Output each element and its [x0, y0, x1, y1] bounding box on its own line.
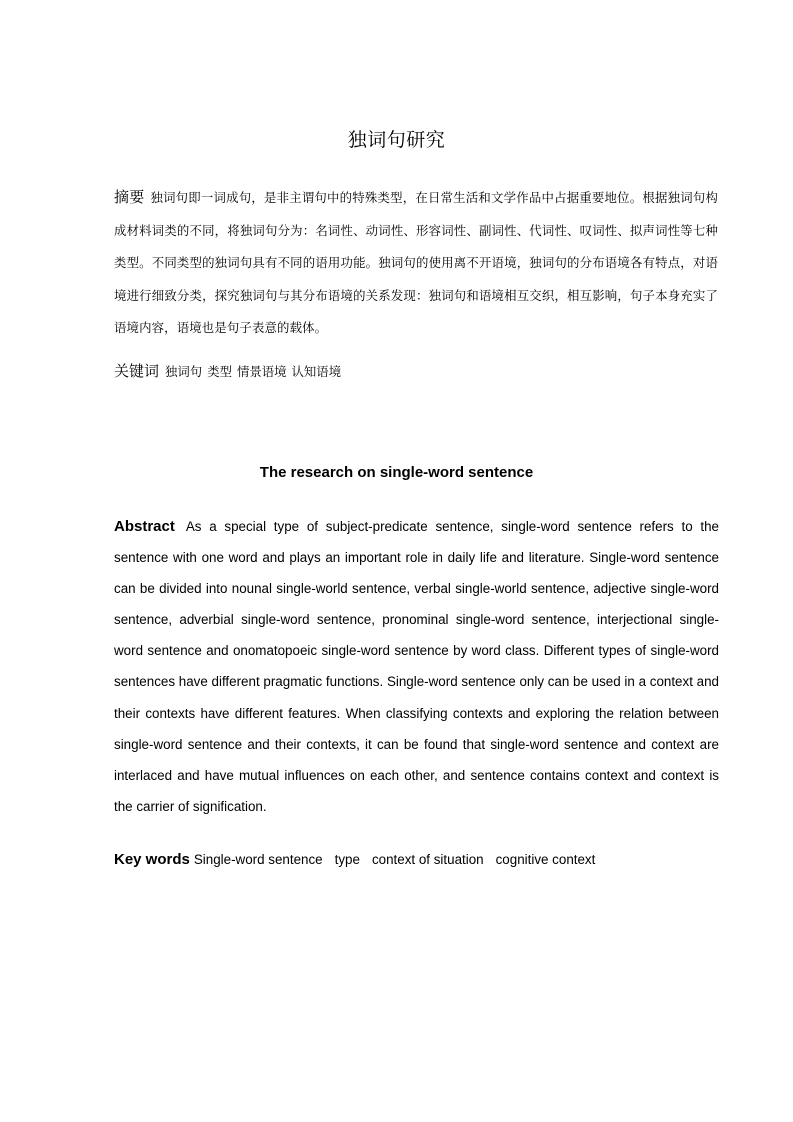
chinese-abstract-text: 独词句即一词成句，是非主谓句中的特殊类型，在日常生活和文学作品中占据重要地位。根据独词句构成材料词类的不同，将独词句分为：名词性、动词性、形容词性、副词性、代词性、叹词性、拟声词性等七种类型。不同类型的独词句具有不同的语用功能。独词句的使用离不开语境，独词句的分布语境各有特点，对语境进行细致分类，探究独词句与其分布语境的关系发现：独词句和语境相互交织，相互影响，句子本身充实了语境内容，语境也是句子表意的载体。 — [114, 190, 718, 335]
english-keyword: context of situation — [371, 852, 484, 867]
chinese-keywords — [114, 358, 718, 385]
chinese-title: 独词句研究 — [347, 129, 446, 151]
english-keyword: Single-word sentence — [193, 852, 323, 867]
english-title: The research on single-word sentence — [259, 464, 534, 481]
chinese-keyword: 情景语境 — [236, 364, 287, 379]
english-abstract — [114, 511, 719, 822]
chinese-keyword: 独词句 — [165, 364, 203, 379]
english-abstract-text: As a special type of subject-predicate sentence, single-word sentence refers to the sentence with one word and plays an important role in daily life and literature. Single-word sentence can be divided into nounal single-world sentence, verbal single-world sentence, adjective single-word sentence, adverbial single-word sentence, pronominal single-word sentence, interjectional single-word sentence and onomatopoeic single-word sentence by word class. Different types of single-word sentences have different pragmatic functions. Single-word sentence only can be used in a context and their contexts have different features. When classifying contexts and exploring the relation between single-word sentence and their contexts, it can be found that single-word sentence and context are interlaced and have mutual influences on each other, and sentence contains context and context is the carrier of signification. — [114, 519, 720, 814]
english-keyword: cognitive context — [495, 852, 596, 867]
english-abstract-label: Abstract — [114, 518, 175, 535]
chinese-abstract-label: 摘要 — [114, 188, 145, 206]
english-keyword: type — [334, 852, 360, 867]
chinese-keywords-label: 关键词 — [114, 362, 160, 380]
english-keywords-label: Key words — [114, 851, 190, 868]
english-keywords — [114, 847, 719, 873]
chinese-keyword: 类型 — [207, 364, 232, 379]
chinese-keyword: 认知语境 — [291, 364, 342, 379]
chinese-abstract — [114, 181, 718, 345]
